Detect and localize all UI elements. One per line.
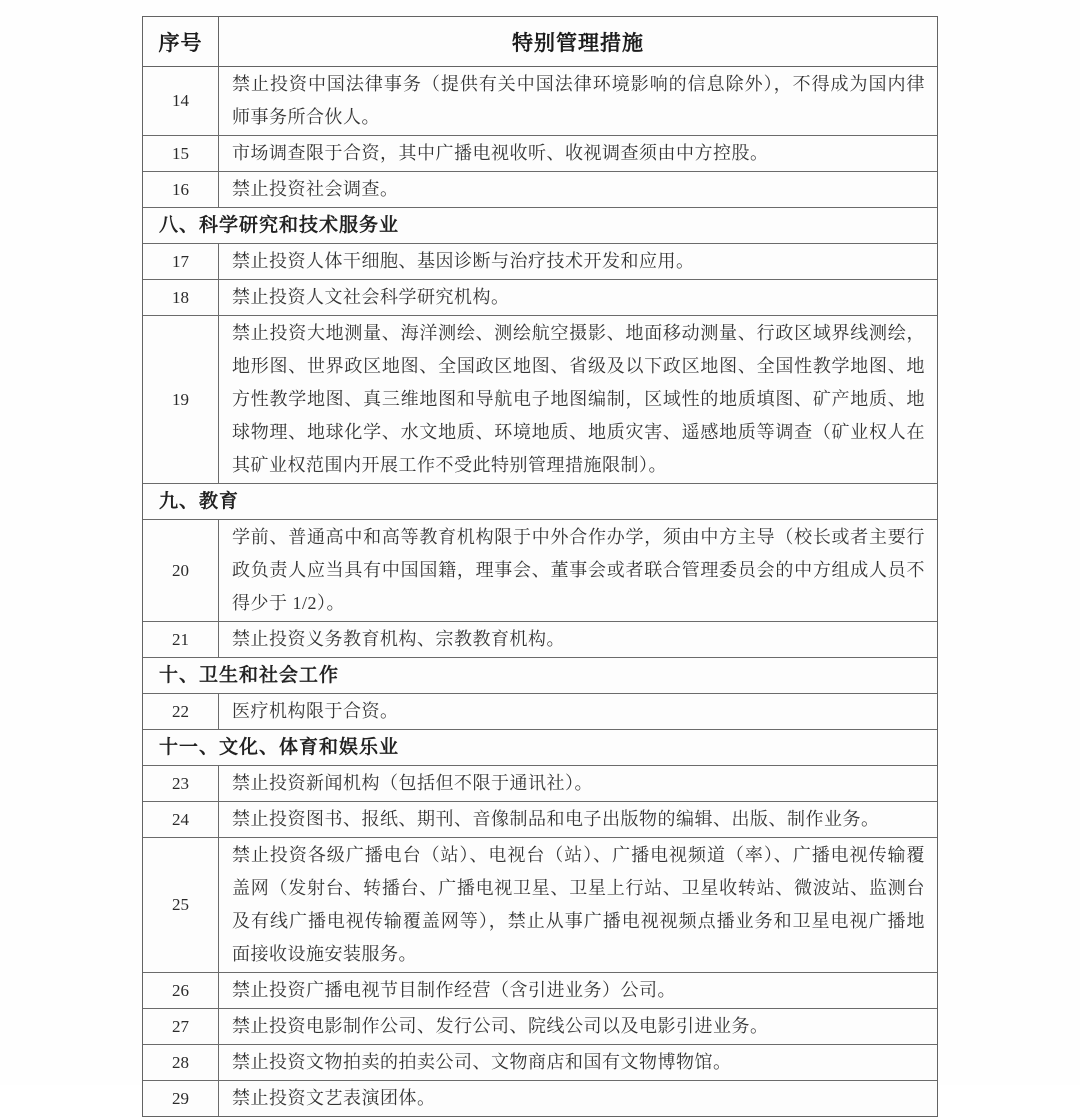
table-row <box>143 838 937 973</box>
measure-text: 禁止投资人体干细胞、基因诊断与治疗技术开发和应用。 <box>232 251 695 271</box>
table-row <box>143 622 937 658</box>
measure-text: 禁止投资新闻机构（包括但不限于通讯社）。 <box>232 773 593 793</box>
table-row <box>143 136 937 172</box>
section-row <box>143 208 937 244</box>
measure-text: 禁止投资文艺表演团体。 <box>232 1088 436 1108</box>
measure-text: 禁止投资义务教育机构、宗教教育机构。 <box>232 629 565 649</box>
section-row <box>143 484 937 520</box>
table-row <box>143 280 937 316</box>
table-row <box>143 1009 937 1045</box>
measure-text: 禁止投资各级广播电台（站）、电视台（站）、广播电视频道（率）、广播电视传输覆盖网（发射台、转播台、广播电视卫星、卫星上行站、卫星收转站、微波站、监测台及有线广播电视传输覆盖网等），禁止从事广播电视视频点播业务和卫星电视广播地面接收设施安装服务。 <box>232 845 925 964</box>
table-row <box>143 694 937 730</box>
measure-text: 禁止投资中国法律事务（提供有关中国法律环境影响的信息除外），不得成为国内律师事务所合伙人。 <box>232 74 925 127</box>
section-title: 八、科学研究和技术服务业 <box>159 215 400 236</box>
row-serial-number: 24 <box>143 802 219 837</box>
row-serial-number: 22 <box>143 694 219 729</box>
table-row <box>143 973 937 1009</box>
measures-table-body <box>143 67 937 1116</box>
row-serial-number: 18 <box>143 280 219 315</box>
measure-text: 禁止投资人文社会科学研究机构。 <box>232 287 510 307</box>
row-serial-number: 15 <box>143 136 219 171</box>
table-row <box>143 316 937 484</box>
special-measures-table <box>142 16 938 1117</box>
measure-text: 禁止投资大地测量、海洋测绘、测绘航空摄影、地面移动测量、行政区域界线测绘，地形图、世界政区地图、全国政区地图、省级及以下政区地图、全国性教学地图、地方性教学地图、真三维地图和导航电子地图编制，区域性的地质填图、矿产地质、地球物理、地球化学、水文地质、环境地质、地质灾害、遥感地质等调查（矿业权人在其矿业权范围内开展工作不受此特别管理措施限制）。 <box>232 323 925 475</box>
row-serial-number: 28 <box>143 1045 219 1080</box>
row-serial-number: 27 <box>143 1009 219 1044</box>
table-row <box>143 802 937 838</box>
row-serial-number: 17 <box>143 244 219 279</box>
measure-text: 禁止投资社会调查。 <box>232 179 399 199</box>
measure-text: 禁止投资图书、报纸、期刊、音像制品和电子出版物的编辑、出版、制作业务。 <box>232 809 880 829</box>
row-serial-number: 29 <box>143 1081 219 1116</box>
header-special-measures: 特别管理措施 <box>512 31 644 55</box>
measure-text: 禁止投资文物拍卖的拍卖公司、文物商店和国有文物博物馆。 <box>232 1052 732 1072</box>
measure-text: 禁止投资电影制作公司、发行公司、院线公司以及电影引进业务。 <box>232 1016 769 1036</box>
row-serial-number: 20 <box>143 520 219 621</box>
measure-text: 市场调查限于合资，其中广播电视收听、收视调查须由中方控股。 <box>232 143 769 163</box>
row-serial-number: 25 <box>143 838 219 972</box>
table-row <box>143 1081 937 1116</box>
table-row <box>143 1045 937 1081</box>
section-row <box>143 730 937 766</box>
section-row <box>143 658 937 694</box>
table-row <box>143 766 937 802</box>
table-row <box>143 520 937 622</box>
row-serial-number: 16 <box>143 172 219 207</box>
table-row <box>143 244 937 280</box>
section-title: 十一、文化、体育和娱乐业 <box>159 737 400 758</box>
row-serial-number: 23 <box>143 766 219 801</box>
table-row <box>143 67 937 136</box>
measure-text: 医疗机构限于合资。 <box>232 701 399 721</box>
table-header-row <box>143 17 937 67</box>
row-serial-number: 19 <box>143 316 219 483</box>
row-serial-number: 21 <box>143 622 219 657</box>
measure-text: 禁止投资广播电视节目制作经营（含引进业务）公司。 <box>232 980 676 1000</box>
table-row <box>143 172 937 208</box>
section-title: 九、教育 <box>159 491 240 512</box>
header-serial-number: 序号 <box>143 17 219 66</box>
row-serial-number: 14 <box>143 67 219 135</box>
section-title: 十、卫生和社会工作 <box>159 665 340 686</box>
measure-text: 学前、普通高中和高等教育机构限于中外合作办学，须由中方主导（校长或者主要行政负责人应当具有中国国籍，理事会、董事会或者联合管理委员会的中方组成人员不得少于 1/2）。 <box>232 527 925 613</box>
row-serial-number: 26 <box>143 973 219 1008</box>
